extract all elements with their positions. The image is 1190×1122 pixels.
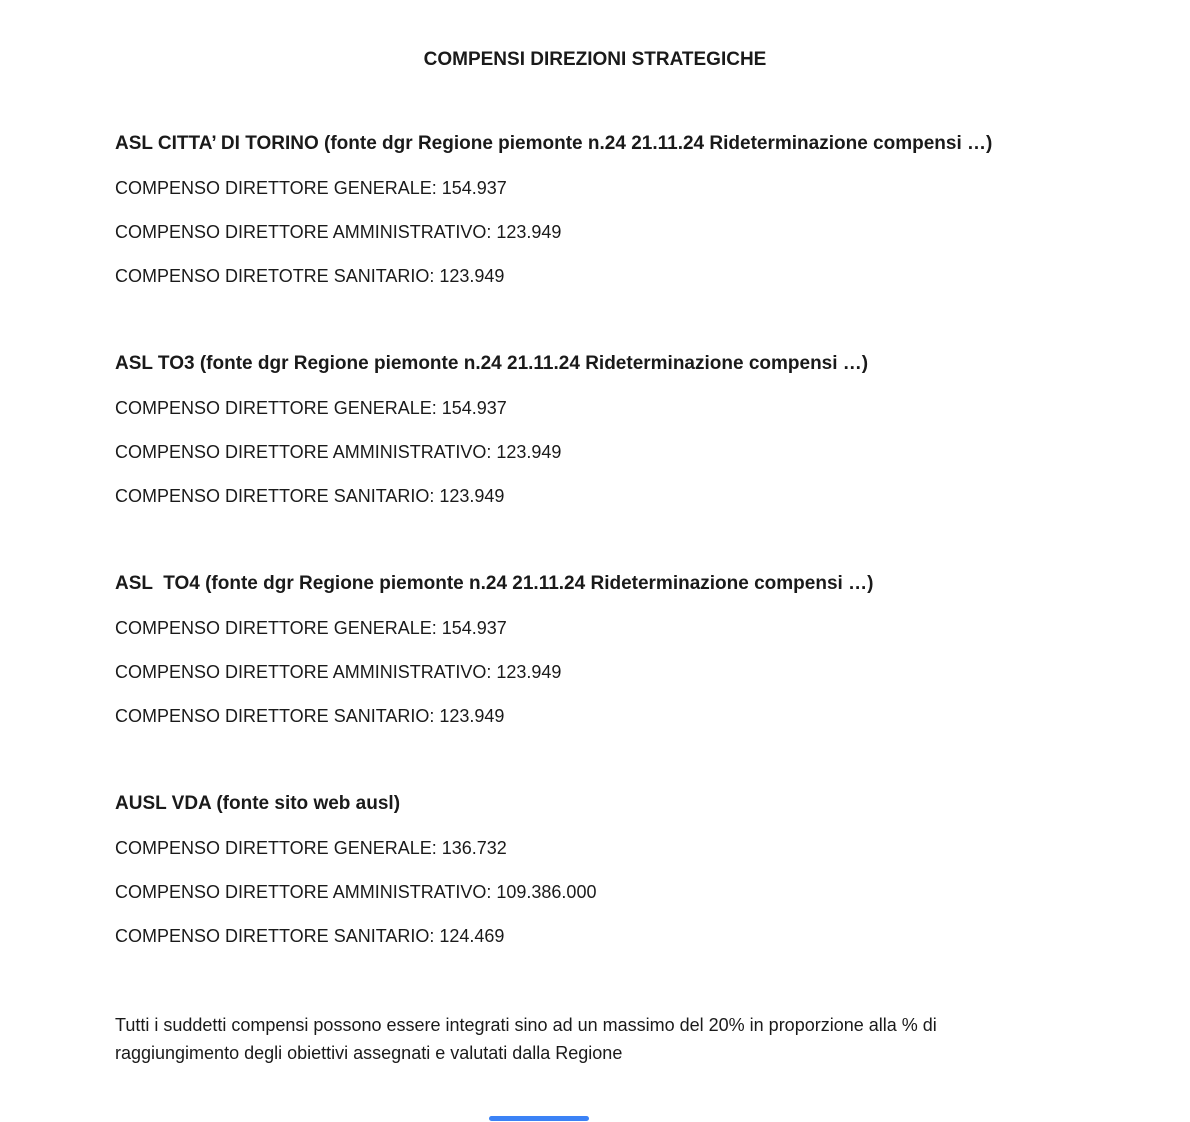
footer-note: Tutti i suddetti compensi possono essere integrati sino ad un massimo del 20% in proporzione alla % di raggiungimento degli obiettivi assegnati e valutati dalla Regione: [115, 1015, 942, 1063]
compensation-line: COMPENSO DIRETTORE AMMINISTRATIVO: 123.949: [115, 222, 562, 242]
section-heading: ASL CITTA’ DI TORINO (fonte dgr Regione piemonte n.24 21.11.24 Rideterminazione compensi …): [115, 133, 993, 154]
compensation-line: COMPENSO DIRETTORE AMMINISTRATIVO: 123.949: [115, 442, 562, 462]
section-ausl-vda: [115, 793, 1045, 947]
compensation-line: COMPENSO DIRETTORE SANITARIO: 123.949: [115, 486, 505, 506]
compensation-line: COMPENSO DIRETTORE GENERALE: 136.732: [115, 838, 507, 858]
section-heading: ASL TO4 (fonte dgr Regione piemonte n.24 21.11.24 Rideterminazione compensi …): [115, 573, 874, 594]
compensation-line: COMPENSO DIRETTORE SANITARIO: 123.949: [115, 706, 505, 726]
compensation-line: COMPENSO DIRETTORE GENERALE: 154.937: [115, 398, 507, 418]
compensation-line: COMPENSO DIRETTORE GENERALE: 154.937: [115, 178, 507, 198]
section-asl-citta-di-torino: [115, 133, 1045, 287]
compensation-line: COMPENSO DIRETOTRE SANITARIO: 123.949: [115, 266, 505, 286]
section-heading: AUSL VDA (fonte sito web ausl): [115, 793, 401, 814]
compensation-line: COMPENSO DIRETTORE SANITARIO: 124.469: [115, 926, 505, 946]
section-heading: ASL TO3 (fonte dgr Regione piemonte n.24 21.11.24 Rideterminazione compensi …): [115, 353, 869, 374]
compensation-line: COMPENSO DIRETTORE GENERALE: 154.937: [115, 618, 507, 638]
compensation-line: COMPENSO DIRETTORE AMMINISTRATIVO: 123.949: [115, 662, 562, 682]
document-title: COMPENSI DIREZIONI STRATEGICHE: [423, 49, 767, 70]
compensation-line: COMPENSO DIRETTORE AMMINISTRATIVO: 109.386.000: [115, 882, 597, 902]
bottom-indicator-bar: [489, 1116, 589, 1121]
section-asl-to3: [115, 353, 1045, 507]
section-asl-to4: [115, 573, 1045, 727]
